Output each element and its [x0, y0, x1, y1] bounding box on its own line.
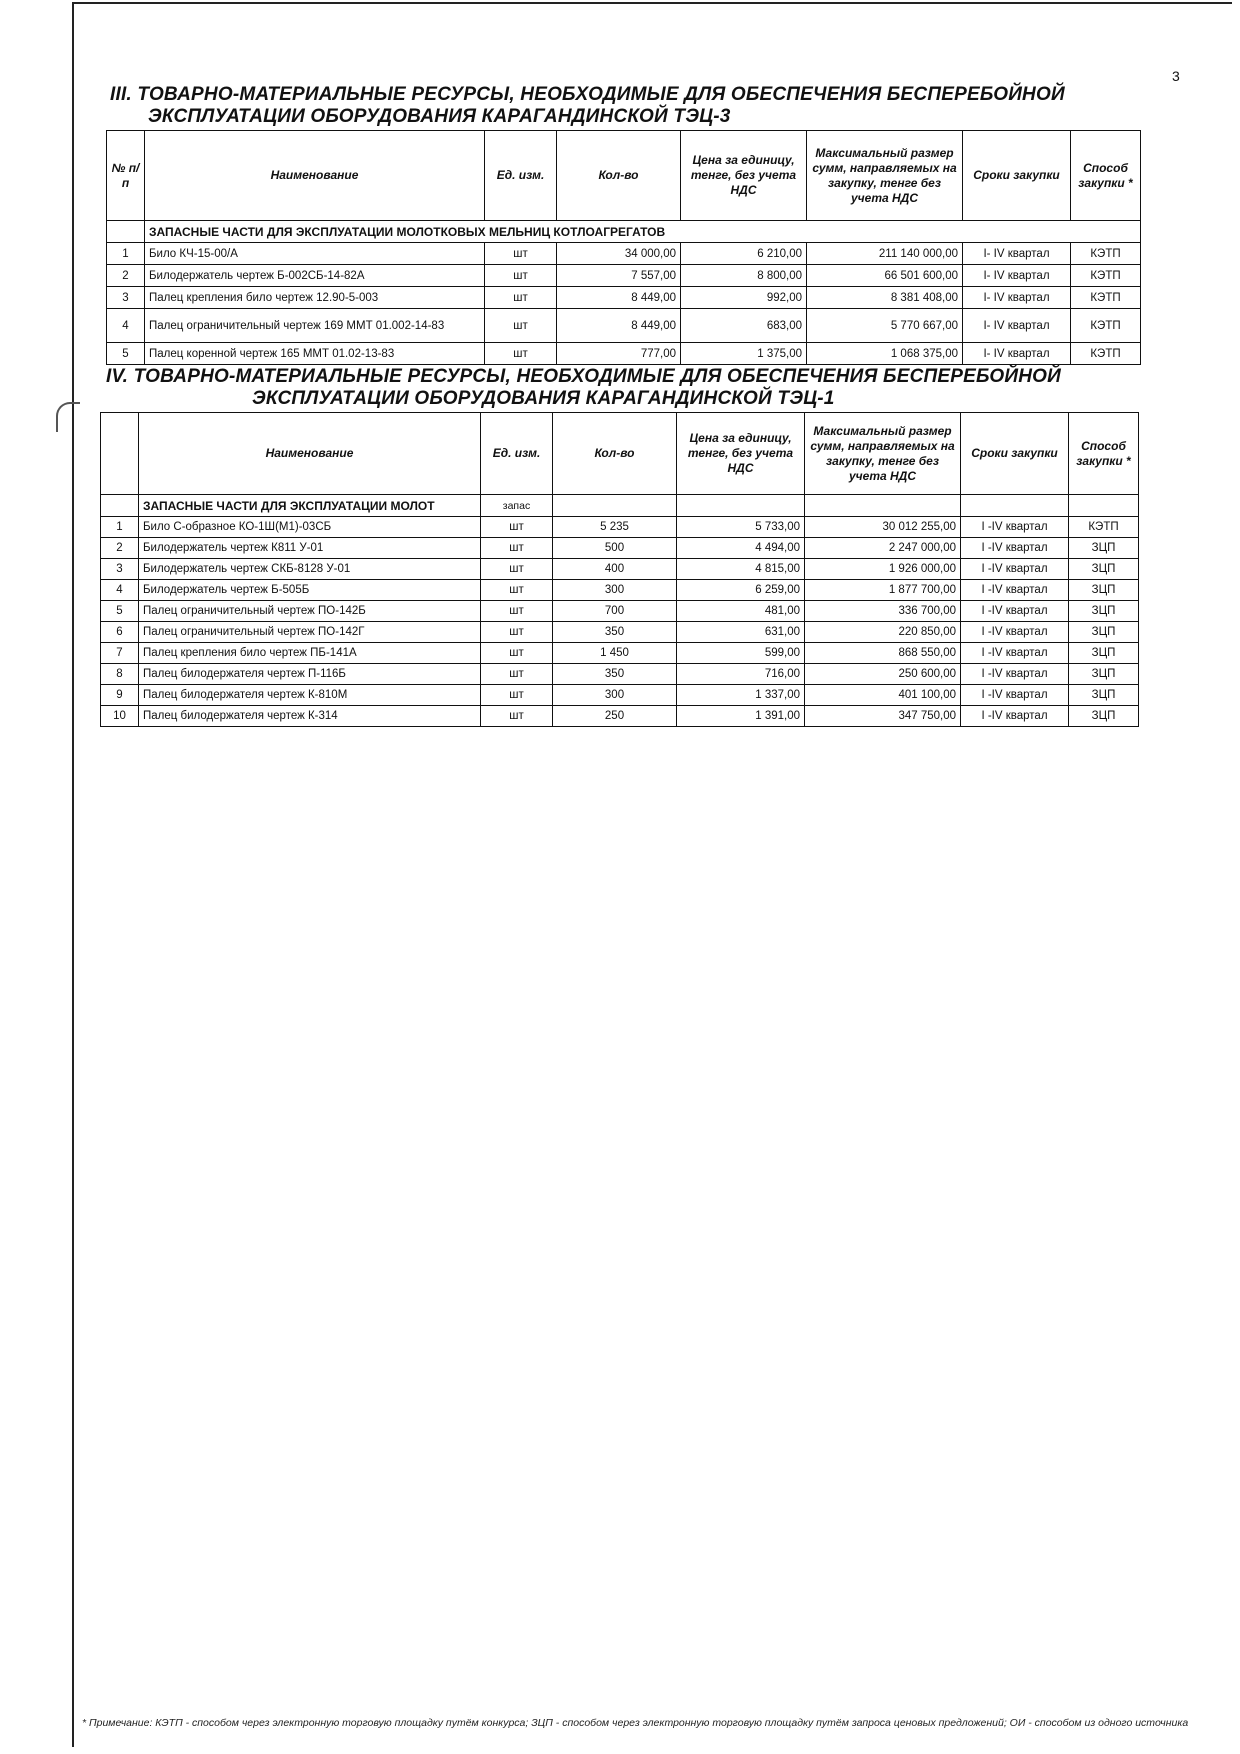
header-price: Цена за единицу, тенге, без учета НДС — [677, 413, 805, 495]
cell-unit: шт — [481, 559, 553, 580]
cell-num: 1 — [107, 243, 145, 265]
cell-num: 5 — [101, 601, 139, 622]
cell-term: I -IV квартал — [961, 706, 1069, 727]
cell-unit: шт — [481, 706, 553, 727]
cell-qty: 250 — [553, 706, 677, 727]
cell-term: I -IV квартал — [961, 685, 1069, 706]
cell-max-sum: 66 501 600,00 — [807, 265, 963, 287]
cell-max-sum: 250 600,00 — [805, 664, 961, 685]
cell-name: Билодержатель чертеж СКБ-8128 У-01 — [139, 559, 481, 580]
header-max-sum: Максимальный размер сумм, направляемых на закупку, тенге без учета НДС — [807, 131, 963, 221]
header-max-sum: Максимальный размер сумм, направляемых на закупку, тенге без учета НДС — [805, 413, 961, 495]
cell-method: ЗЦП — [1069, 601, 1139, 622]
cell-term: I -IV квартал — [961, 664, 1069, 685]
cell-price: 631,00 — [677, 622, 805, 643]
cell-max-sum: 5 770 667,00 — [807, 309, 963, 343]
cell-qty: 350 — [553, 622, 677, 643]
cell-qty: 700 — [553, 601, 677, 622]
cell-unit: шт — [481, 622, 553, 643]
group-label: ЗАПАСНЫЕ ЧАСТИ ДЛЯ ЭКСПЛУАТАЦИИ МОЛОТКОВЫХ МЕЛЬНИЦ КОТЛОАГРЕГАТОВ — [145, 221, 1141, 243]
cell-qty: 400 — [553, 559, 677, 580]
table-row — [107, 343, 1141, 365]
cell-num: 2 — [101, 538, 139, 559]
cell-qty: 34 000,00 — [557, 243, 681, 265]
cell-name: Палец билодержателя чертеж К-314 — [139, 706, 481, 727]
table-row — [101, 706, 1139, 727]
cell-max-sum: 8 381 408,00 — [807, 287, 963, 309]
cell-method: ЗЦП — [1069, 643, 1139, 664]
cell-qty: 8 449,00 — [557, 309, 681, 343]
cell-price: 992,00 — [681, 287, 807, 309]
cell-max-sum: 1 068 375,00 — [807, 343, 963, 365]
table-row — [101, 559, 1139, 580]
cell-qty: 1 450 — [553, 643, 677, 664]
cell-name: Палец крепления било чертеж ПБ-141А — [139, 643, 481, 664]
page-number: 3 — [1172, 68, 1180, 84]
cell-term: I -IV квартал — [961, 622, 1069, 643]
cell-unit: шт — [485, 265, 557, 287]
cell-unit: шт — [481, 580, 553, 601]
cell-method: КЭТП — [1071, 309, 1141, 343]
scan-edge-top — [72, 2, 1232, 4]
cell-unit: шт — [485, 343, 557, 365]
cell-unit: шт — [485, 243, 557, 265]
table-row — [107, 243, 1141, 265]
cell-name: Билодержатель чертеж Б-002СБ-14-82А — [145, 265, 485, 287]
cell-method: ЗЦП — [1069, 685, 1139, 706]
cell-price: 6 259,00 — [677, 580, 805, 601]
cell-qty: 350 — [553, 664, 677, 685]
section-3-table — [106, 130, 1141, 365]
table-header-row — [107, 131, 1141, 221]
cell-name: Било КЧ-15-00/А — [145, 243, 485, 265]
table-header-row — [101, 413, 1139, 495]
cell-price: 6 210,00 — [681, 243, 807, 265]
cell-term: I -IV квартал — [961, 580, 1069, 601]
cell-price: 1 337,00 — [677, 685, 805, 706]
cell-term: I -IV квартал — [961, 601, 1069, 622]
cell-max-sum: 220 850,00 — [805, 622, 961, 643]
cell-price: 5 733,00 — [677, 517, 805, 538]
cell-term: I- IV квартал — [963, 265, 1071, 287]
cell-term: I- IV квартал — [963, 309, 1071, 343]
cell-unit: шт — [481, 664, 553, 685]
cell-price: 683,00 — [681, 309, 807, 343]
cell-term: I- IV квартал — [963, 243, 1071, 265]
cell-name: Палец ограничительный чертеж ПО-142Г — [139, 622, 481, 643]
group-row — [107, 221, 1141, 243]
scan-edge-left — [72, 2, 74, 1747]
cell-qty: 300 — [553, 685, 677, 706]
cell-num: 6 — [101, 622, 139, 643]
cell-method: ЗЦП — [1069, 580, 1139, 601]
header-num: № п/п — [107, 131, 145, 221]
header-term: Сроки закупки — [963, 131, 1071, 221]
cell-price: 1 391,00 — [677, 706, 805, 727]
cell-unit: шт — [485, 309, 557, 343]
cell-method: ЗЦП — [1069, 706, 1139, 727]
cell-qty: 500 — [553, 538, 677, 559]
cell-method: КЭТП — [1071, 243, 1141, 265]
cell-name: Билодержатель чертеж Б-505Б — [139, 580, 481, 601]
section-4-title-line1: IV. ТОВАРНО-МАТЕРИАЛЬНЫЕ РЕСУРСЫ, НЕОБХОДИМЫЕ ДЛЯ ОБЕСПЕЧЕНИЯ БЕСПЕРЕБОЙНОЙ — [106, 366, 1061, 387]
cell-term: I -IV квартал — [961, 517, 1069, 538]
cell-max-sum: 347 750,00 — [805, 706, 961, 727]
cell-unit: шт — [481, 685, 553, 706]
table-row — [101, 538, 1139, 559]
table-row — [101, 643, 1139, 664]
cell-term: I- IV квартал — [963, 287, 1071, 309]
cell-term: I -IV квартал — [961, 538, 1069, 559]
cell-name: Билодержатель чертеж К811 У-01 — [139, 538, 481, 559]
cell-qty: 7 557,00 — [557, 265, 681, 287]
table-row — [101, 580, 1139, 601]
header-qty: Кол-во — [557, 131, 681, 221]
section-3-title-line1: III. ТОВАРНО-МАТЕРИАЛЬНЫЕ РЕСУРСЫ, НЕОБХОДИМЫЕ ДЛЯ ОБЕСПЕЧЕНИЯ БЕСПЕРЕБОЙНОЙ — [110, 84, 1065, 105]
cell-num: 5 — [107, 343, 145, 365]
cell-max-sum: 30 012 255,00 — [805, 517, 961, 538]
cell-unit: шт — [485, 287, 557, 309]
cell-unit: шт — [481, 601, 553, 622]
cell-qty: 777,00 — [557, 343, 681, 365]
cell-max-sum: 211 140 000,00 — [807, 243, 963, 265]
cell-method: ЗЦП — [1069, 559, 1139, 580]
table-row — [101, 685, 1139, 706]
group-unit: запас — [481, 495, 553, 517]
cell-name: Палец билодержателя чертеж П-116Б — [139, 664, 481, 685]
header-term: Сроки закупки — [961, 413, 1069, 495]
cell-max-sum: 336 700,00 — [805, 601, 961, 622]
cell-term: I -IV квартал — [961, 559, 1069, 580]
group-row — [101, 495, 1139, 517]
cell-num: 1 — [101, 517, 139, 538]
table-row — [101, 622, 1139, 643]
cell-unit: шт — [481, 538, 553, 559]
cell-num: 3 — [101, 559, 139, 580]
cell-method: КЭТП — [1071, 265, 1141, 287]
cell-num: 3 — [107, 287, 145, 309]
cell-max-sum: 1 877 700,00 — [805, 580, 961, 601]
footnote: * Примечание: КЭТП - способом через электронную торговую площадку путём конкурса; ЗЦП - способом через электронную торговую площадку путём запроса ценовых предложений; ОИ - способом из одного источника — [82, 1717, 1189, 1729]
cell-price: 481,00 — [677, 601, 805, 622]
cell-price: 4 815,00 — [677, 559, 805, 580]
cell-price: 599,00 — [677, 643, 805, 664]
cell-unit: шт — [481, 643, 553, 664]
cell-num: 2 — [107, 265, 145, 287]
header-name: Наименование — [145, 131, 485, 221]
cell-price: 1 375,00 — [681, 343, 807, 365]
cell-num: 7 — [101, 643, 139, 664]
group-label: ЗАПАСНЫЕ ЧАСТИ ДЛЯ ЭКСПЛУАТАЦИИ МОЛОТ — [139, 495, 481, 517]
section-3-title-line2: ЭКСПЛУАТАЦИИ ОБОРУДОВАНИЯ КАРАГАНДИНСКОЙ ТЭЦ-3 — [148, 106, 731, 127]
cell-max-sum: 1 926 000,00 — [805, 559, 961, 580]
header-unit: Ед. изм. — [481, 413, 553, 495]
cell-method: ЗЦП — [1069, 538, 1139, 559]
table-row — [107, 309, 1141, 343]
cell-name: Палец ограничительный чертеж 169 ММТ 01.002-14-83 — [145, 309, 485, 343]
cell-max-sum: 868 550,00 — [805, 643, 961, 664]
section-4-title-line2: ЭКСПЛУАТАЦИИ ОБОРУДОВАНИЯ КАРАГАНДИНСКОЙ ТЭЦ-1 — [252, 388, 835, 409]
cell-num: 9 — [101, 685, 139, 706]
cell-max-sum: 401 100,00 — [805, 685, 961, 706]
cell-num: 4 — [107, 309, 145, 343]
cell-qty: 8 449,00 — [557, 287, 681, 309]
cell-method: ЗЦП — [1069, 622, 1139, 643]
binder-hole-mark — [56, 402, 80, 432]
cell-price: 716,00 — [677, 664, 805, 685]
header-unit: Ед. изм. — [485, 131, 557, 221]
cell-num: 8 — [101, 664, 139, 685]
header-name: Наименование — [139, 413, 481, 495]
cell-price: 4 494,00 — [677, 538, 805, 559]
cell-name: Палец ограничительный чертеж ПО-142Б — [139, 601, 481, 622]
cell-name: Палец коренной чертеж 165 ММТ 01.02-13-83 — [145, 343, 485, 365]
cell-term: I- IV квартал — [963, 343, 1071, 365]
header-price: Цена за единицу, тенге, без учета НДС — [681, 131, 807, 221]
cell-term: I -IV квартал — [961, 643, 1069, 664]
cell-num: 10 — [101, 706, 139, 727]
cell-max-sum: 2 247 000,00 — [805, 538, 961, 559]
header-method: Способ закупки * — [1069, 413, 1139, 495]
cell-method: КЭТП — [1071, 287, 1141, 309]
cell-method: ЗЦП — [1069, 664, 1139, 685]
cell-name: Палец крепления било чертеж 12.90-5-003 — [145, 287, 485, 309]
header-qty: Кол-во — [553, 413, 677, 495]
cell-num: 4 — [101, 580, 139, 601]
header-method: Способ закупки * — [1071, 131, 1141, 221]
section-4-table — [100, 412, 1139, 727]
cell-qty: 5 235 — [553, 517, 677, 538]
table-row — [101, 601, 1139, 622]
table-row — [101, 517, 1139, 538]
cell-price: 8 800,00 — [681, 265, 807, 287]
cell-method: КЭТП — [1071, 343, 1141, 365]
table-row — [107, 287, 1141, 309]
cell-method: КЭТП — [1069, 517, 1139, 538]
cell-name: Било С-образное КО-1Ш(М1)-03СБ — [139, 517, 481, 538]
cell-qty: 300 — [553, 580, 677, 601]
cell-name: Палец билодержателя чертеж К-810М — [139, 685, 481, 706]
cell-unit: шт — [481, 517, 553, 538]
table-row — [101, 664, 1139, 685]
table-row — [107, 265, 1141, 287]
